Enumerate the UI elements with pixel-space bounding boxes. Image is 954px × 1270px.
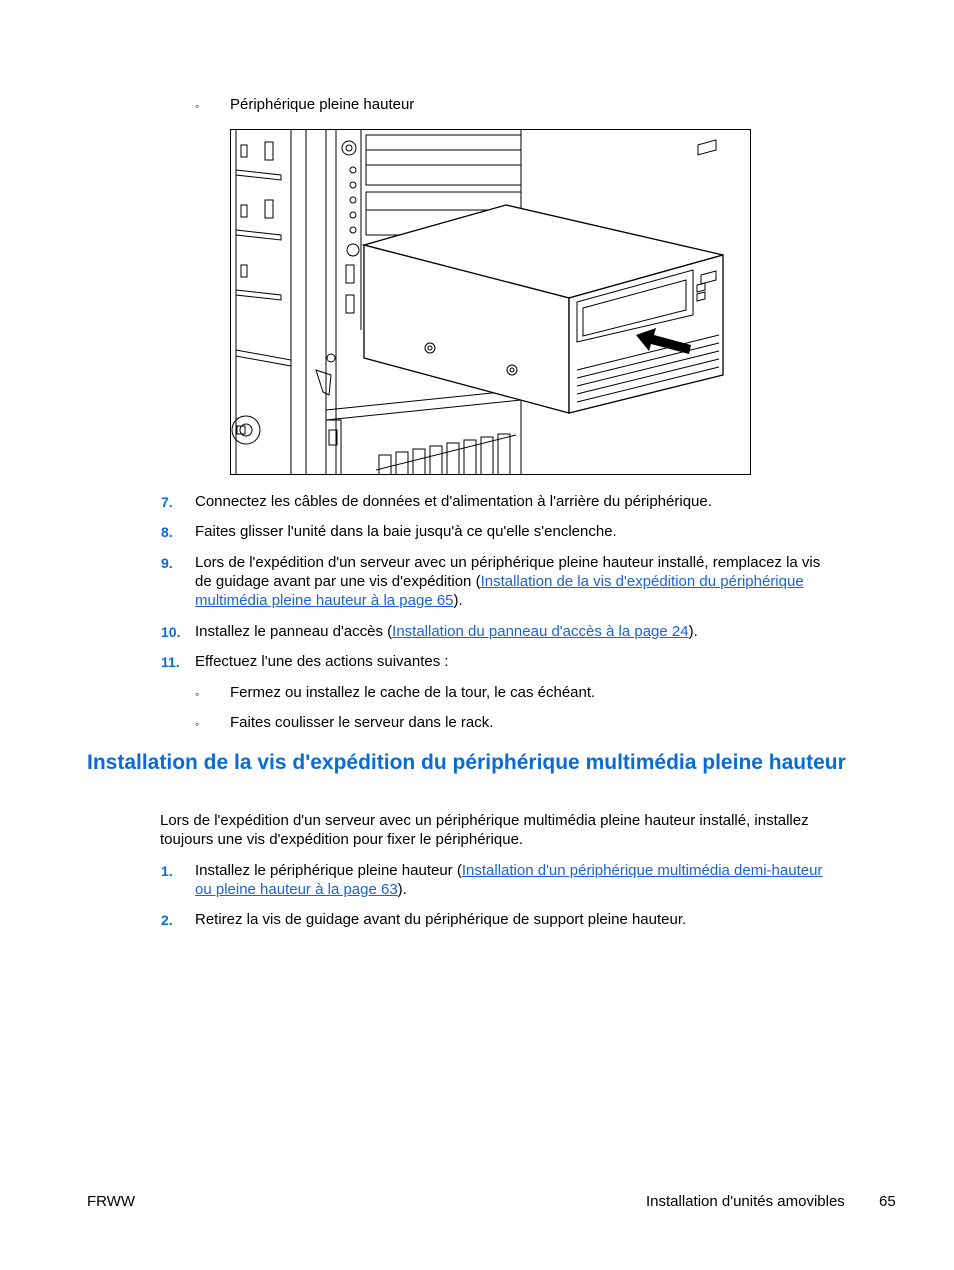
step-text: Retirez la vis de guidage avant du périphérique de support pleine hauteur. [195,911,687,928]
crossref-link-installation-peripherique-cont[interactable]: ou pleine hauteur à la page 63 [195,881,398,898]
step-text-pre: de guidage avant par une vis d'expédition ( [195,573,481,590]
step-text [195,591,463,610]
step-number: 11. [161,654,180,670]
bullet-text: Périphérique pleine hauteur [230,96,415,113]
section-intro: Lors de l'expédition d'un serveur avec un périphérique multimédia pleine hauteur installé, installez [160,812,809,829]
crossref-link-vis-expedition[interactable]: Installation de la vis d'expédition du périphérique [480,573,804,590]
footer-chapter-title: Installation d'unités amovibles [646,1193,845,1210]
step-text-pre: Installez le périphérique pleine hauteur ( [195,862,462,879]
step-number: 9. [161,555,173,571]
step-text [195,861,822,880]
bullet-text: Fermez ou installez le cache de la tour, le cas échéant. [230,684,596,701]
step-text-post: ). [688,623,698,640]
crossref-link-vis-expedition-cont[interactable]: multimédia pleine hauteur à la page 65 [195,592,454,609]
step-text [195,572,804,591]
crossref-link-panneau-acces[interactable]: Installation du panneau d'accès à la page 24 [392,623,689,640]
step-text: Effectuez l'une des actions suivantes : [195,653,449,670]
bullet-text: Faites coulisser le serveur dans le rack. [230,714,494,731]
step-text [195,880,407,899]
step-text-post: ). [453,592,463,609]
step-number: 8. [161,524,173,540]
step-text: Connectez les câbles de données et d'alimentation à l'arrière du périphérique. [195,493,712,510]
section-intro: toujours une vis d'expédition pour fixer le périphérique. [160,831,524,848]
step-text-pre: Installez le panneau d'accès ( [195,623,393,640]
crossref-link-installation-peripherique[interactable]: Installation d'un périphérique multimédia demi-hauteur [461,862,823,879]
page-number: 65 [879,1193,896,1210]
section-title: Installation de la vis d'expédition du périphérique multimédia pleine hauteur [87,751,846,774]
step-number: 2. [161,912,173,928]
footer-left: FRWW [87,1193,136,1210]
step-text [195,622,698,641]
step-number: 10. [161,624,181,640]
bullet-glyph: ◦ [195,687,200,701]
bullet-glyph: ◦ [195,99,200,113]
drive-installation-figure [230,129,751,475]
bullet-glyph: ◦ [195,717,200,731]
step-text: Faites glisser l'unité dans la baie jusqu'à ce qu'elle s'enclenche. [195,523,617,540]
drive-illustration [231,130,751,475]
step-text: Lors de l'expédition d'un serveur avec un périphérique pleine hauteur installé, remplacez la vis [195,554,821,571]
step-number: 7. [161,494,173,510]
step-text-post: ). [397,881,407,898]
step-number: 1. [161,863,173,879]
